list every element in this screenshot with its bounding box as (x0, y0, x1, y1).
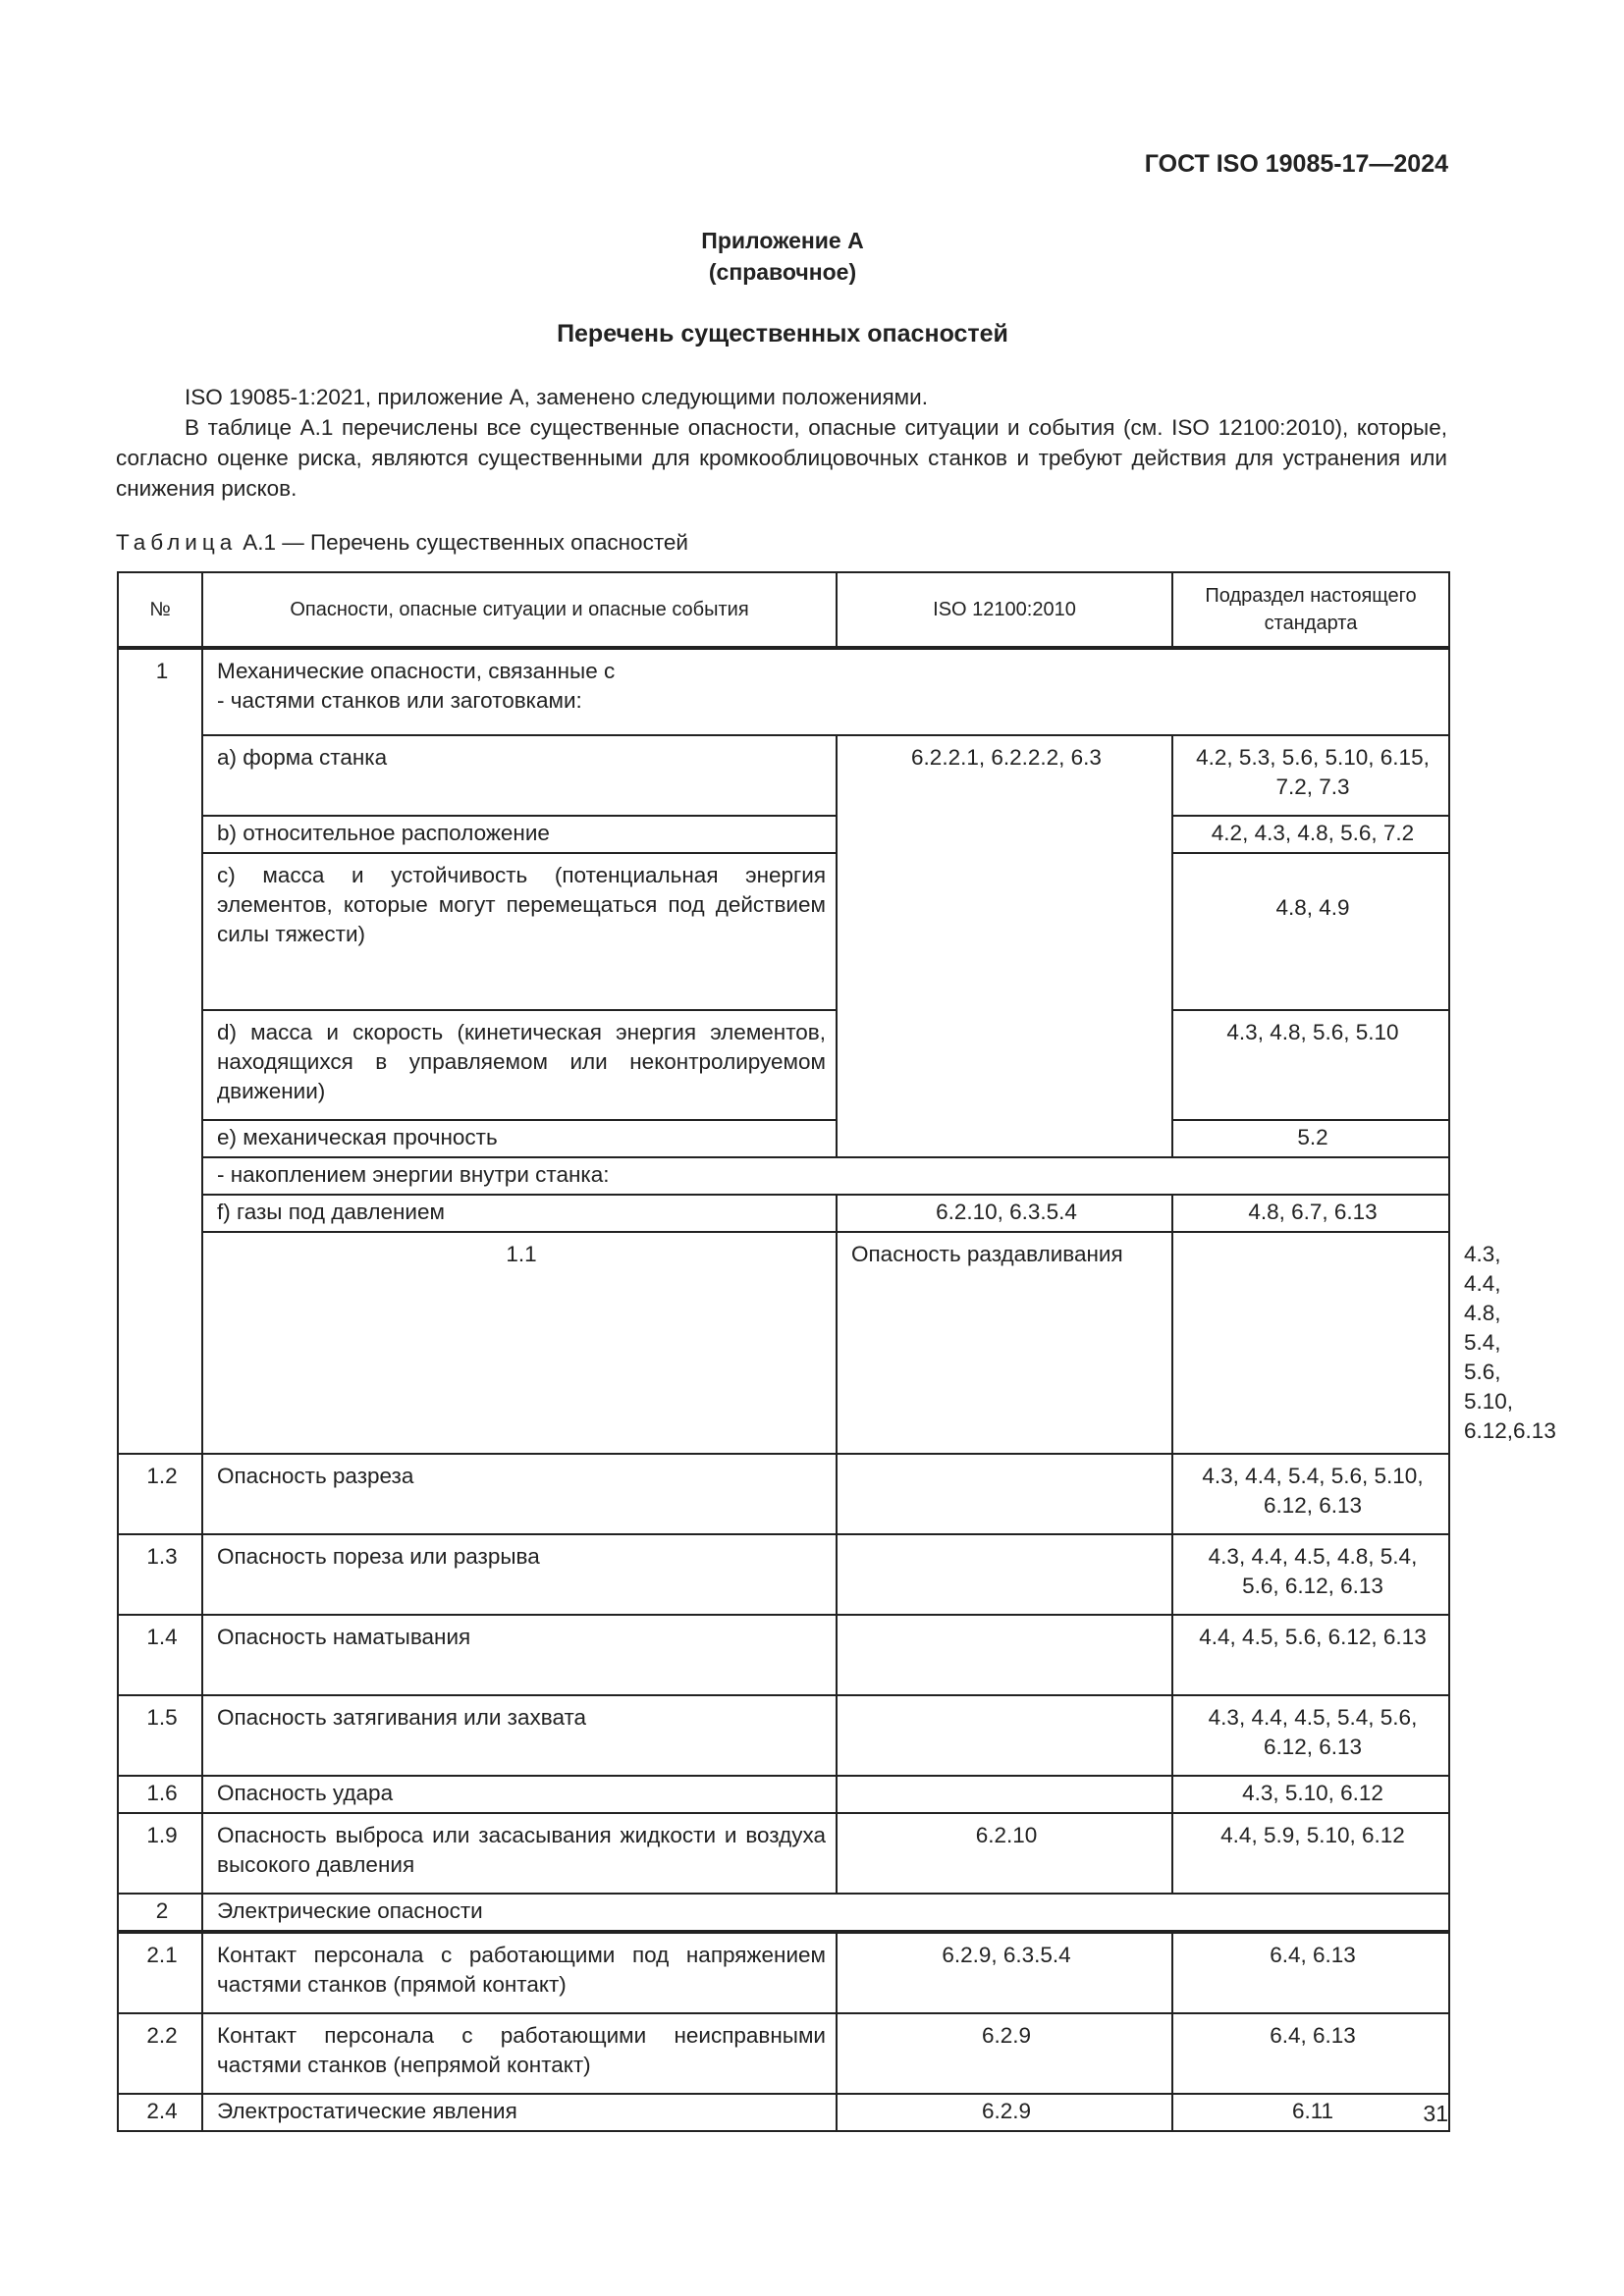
hazard-cell: c) масса и устойчивость (потенциальная энергия элементов, которые могут перемещаться под действием силы тяжести) (202, 853, 837, 1010)
subsection-cell: 6.11 (1172, 2094, 1449, 2131)
hazard-cell: Опасность раздавливания (837, 1232, 1172, 1454)
table-row (118, 735, 1449, 816)
hazard-cell: Опасность наматывания (202, 1615, 837, 1695)
group-1-title (202, 648, 1449, 735)
table-row (118, 2094, 1449, 2131)
table-row (118, 1120, 1449, 1157)
subsection-cell: 4.3, 4.4, 4.5, 5.4, 5.6, 6.12, 6.13 (1172, 1695, 1449, 1776)
iso-cell: 6.2.9 (837, 2013, 1172, 2094)
subsection-cell: 6.4, 6.13 (1172, 2013, 1449, 2094)
row-num: 1.4 (118, 1615, 202, 1695)
hazard-cell: Контакт персонала с работающими под напряжением частями станков (прямой контакт) (202, 1932, 837, 2013)
table-row (118, 1534, 1449, 1615)
subsection-cell: 4.8, 6.7, 6.13 (1172, 1195, 1449, 1232)
table-row (118, 816, 1449, 853)
row-num: 2.4 (118, 2094, 202, 2131)
section-title: Перечень существенных опасностей (557, 320, 1008, 347)
table-row (118, 1010, 1449, 1120)
subsection-cell: 4.4, 5.9, 5.10, 6.12 (1172, 1813, 1449, 1894)
intro-paragraph-2: В таблице А.1 перечислены все существенные опасности, опасные ситуации и события (см. ISO 12100:2010), которые, согласно оценке риска, являются существенными для кромкооблицовочных станков и требуют действия для устранения или снижения рисков. (116, 415, 1447, 501)
row-num: 1.5 (118, 1695, 202, 1776)
hazard-cell: e) механическая прочность (202, 1120, 837, 1157)
hazard-cell: d) масса и скорость (кинетическая энергия элементов, находящихся в управляемом или неконтролируемом движении) (202, 1010, 837, 1120)
group-2-title: Электрические опасности (202, 1894, 1449, 1932)
iso-cell: 6.2.9, 6.3.5.4 (837, 1932, 1172, 2013)
energy-title: - накоплением энергии внутри станка: (202, 1157, 1449, 1195)
iso-cell (837, 1695, 1172, 1776)
subsection-cell: 4.2, 5.3, 5.6, 5.10, 6.15, 7.2, 7.3 (1172, 735, 1449, 816)
iso-cell (837, 1776, 1172, 1813)
iso-cell (837, 1454, 1172, 1534)
table-row (118, 1776, 1449, 1813)
subsection-cell: 5.2 (1172, 1120, 1449, 1157)
table-row (118, 1813, 1449, 1894)
subsection-cell: 4.3, 4.4, 4.5, 4.8, 5.4, 5.6, 6.12, 6.13 (1172, 1534, 1449, 1615)
table-caption-text: А.1 — Перечень существенных опасностей (243, 530, 688, 555)
subsection-cell: 4.3, 4.4, 5.4, 5.6, 5.10, 6.12, 6.13 (1172, 1454, 1449, 1534)
document-code: ГОСТ ISO 19085-17—2024 (1144, 150, 1448, 178)
table-row (118, 853, 1449, 1010)
header-subsection: Подраздел настоящего стандарта (1172, 572, 1449, 648)
header-iso: ISO 12100:2010 (837, 572, 1172, 648)
header-hazard: Опасности, опасные ситуации и опасные события (202, 572, 837, 648)
row-num: 1.9 (118, 1813, 202, 1894)
subsection-cell: 4.2, 4.3, 4.8, 5.6, 7.2 (1172, 816, 1449, 853)
hazard-cell: f) газы под давлением (202, 1195, 837, 1232)
row-num: 2.1 (118, 1932, 202, 2013)
appendix-title: Приложение А (701, 228, 864, 253)
row-num: 1.2 (118, 1454, 202, 1534)
subsection-cell: 4.3, 5.10, 6.12 (1172, 1776, 1449, 1813)
subsection-cell: 4.4, 4.5, 5.6, 6.12, 6.13 (1172, 1615, 1449, 1695)
row-num: 2.2 (118, 2013, 202, 2094)
table-row (118, 1932, 1449, 2013)
hazard-cell: Контакт персонала с работающими неисправными частями станков (непрямой контакт) (202, 2013, 837, 2094)
iso-cell: 6.2.10 (837, 1813, 1172, 1894)
group-2-num: 2 (118, 1894, 202, 1932)
table-row (118, 1454, 1449, 1534)
table-caption (116, 530, 688, 556)
header-num: № (118, 572, 202, 648)
subsection-cell: 6.4, 6.13 (1172, 1932, 1449, 2013)
iso-cell: 6.2.9 (837, 2094, 1172, 2131)
page-number: 31 (1423, 2101, 1448, 2126)
table-row: 1.1 Опасность раздавливания 4.3, 4.4, 4.8, 5.4, 5.6, 5.10, 6.12,6.13 (118, 1232, 1449, 1454)
group-1-title-line-1: Механические опасности, связанные с (217, 659, 616, 683)
table-row (118, 2013, 1449, 2094)
hazard-cell: Опасность затягивания или захвата (202, 1695, 837, 1776)
table-row (118, 1195, 1449, 1232)
iso-cell (837, 1615, 1172, 1695)
row-num: 1.3 (118, 1534, 202, 1615)
hazard-cell: Опасность выброса или засасывания жидкости и воздуха высокого давления (202, 1813, 837, 1894)
row-num: 1.1 (202, 1232, 837, 1454)
intro-text (116, 382, 1447, 504)
table-row (118, 648, 1449, 735)
hazard-cell: Опасность удара (202, 1776, 837, 1813)
group-1-title-line-2: - частями станков или заготовками: (217, 688, 582, 713)
subsection-cell: 4.8, 4.9 (1172, 853, 1449, 1010)
hazard-cell: b) относительное расположение (202, 816, 837, 853)
iso-cell (837, 1534, 1172, 1615)
hazard-cell: a) форма станка (202, 735, 837, 816)
table-row (118, 1157, 1449, 1195)
iso-cell: 6.2.10, 6.3.5.4 (837, 1195, 1172, 1232)
shared-iso-cell: 6.2.2.1, 6.2.2.2, 6.3 (837, 735, 1172, 1157)
table-caption-prefix: Таблица (116, 530, 238, 555)
table-row (118, 1695, 1449, 1776)
subsection-cell: 4.3, 4.8, 5.6, 5.10 (1172, 1010, 1449, 1120)
table-row (118, 1615, 1449, 1695)
hazards-table (117, 571, 1556, 2132)
hazard-cell: Опасность пореза или разрыва (202, 1534, 837, 1615)
iso-cell (1172, 1232, 1449, 1454)
intro-paragraph-1: ISO 19085-1:2021, приложение А, заменено следующими положениями. (185, 385, 928, 409)
appendix-subtitle: (справочное) (708, 259, 857, 285)
hazard-cell: Электростатические явления (202, 2094, 837, 2131)
table-row (118, 1894, 1449, 1932)
table-header-row (118, 572, 1449, 648)
row-num: 1.6 (118, 1776, 202, 1813)
hazard-cell: Опасность разреза (202, 1454, 837, 1534)
group-1-num: 1 (118, 648, 202, 1454)
